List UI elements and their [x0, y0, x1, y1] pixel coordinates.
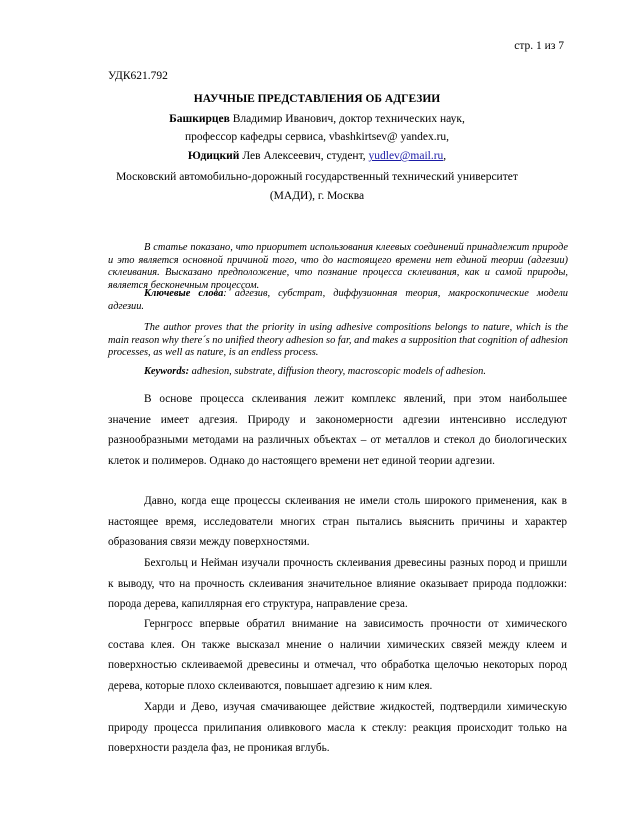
abstract-ru: В статье показано, что приоритет использования клеевых соединений принадлежит природе и это является основной причиной того, что до настоящего времени нет единой теории (адгезии) склеивания. Высказано предположение, что познание процесса склеивания, как и самой природы, является бесконечным процессом. [108, 242, 568, 291]
body-paragraph-5: Харди и Дево, изучая смачивающее действие жидкостей, подтвердили химическую природу процесса прилипания оливкового масла к стеклу: реакция происходит только на поверхности раздела фаз, не проникая вглубь. [108, 701, 567, 755]
author-1-line-2: профессор кафедры сервиса, vbashkirtsev@ yandex.ru, [184, 131, 450, 143]
article-title: НАУЧНЫЕ ПРЕДСТАВЛЕНИЯ ОБ АДГЕЗИИ [193, 93, 441, 105]
keywords-ru [108, 288, 568, 313]
affiliation-line-1: Московский автомобильно-дорожный государственный технический университет [116, 171, 518, 183]
author-1-details: Владимир Иванович, доктор технических наук, [229, 113, 465, 125]
keywords-en-label: Keywords: [144, 366, 190, 377]
body-paragraph-1: В основе процесса склеивания лежит комплекс явлений, при этом наибольшее значение имеет адгезия. Природу и закономерности адгезии интенсивно исследуют разнообразными методами на различных объектах – от металлов и стекол до биологических клеток и полимеров. Однако до настоящего времени нет единой теории адгезии. [108, 393, 567, 467]
author-2-tail: , [443, 150, 447, 162]
keywords-en [108, 366, 568, 379]
author-1-surname: Башкирцев [169, 113, 230, 125]
affiliation-line-2: (МАДИ), г. Москва [269, 190, 365, 202]
keywords-en-list: adhesion, substrate, diffusion theory, macroscopic models of adhesion. [189, 366, 486, 377]
body-paragraph-3: Бехгольц и Нейман изучали прочность склеивания древесины разных пород и пришли к выводу, что на прочность склеивания значительное влияние оказывает природа подложки: порода дерева, капиллярная его структура, направление среза. [108, 557, 567, 611]
page-indicator: стр. 1 из 7 [514, 40, 564, 52]
body-paragraph-4: Гернгросс впервые обратил внимание на зависимость прочности от химического состава клея. Он также высказал мнение о наличии химических связей между клеем и поверхностью склеиваемой древесины и отмечал, что обработка щелочью некоторых пород дерева, которые плохо склеиваются, повышает адгезию к ним клея. [108, 618, 567, 692]
abstract-en: The author proves that the priority in using adhesive compositions belongs to nature, which is the main reason why there´s no unified theory adhesion so far, and makes a supposition that cognition of adhesion processes, as well as nature, is an endless process. [108, 322, 568, 358]
author-2-surname: Юдицкий [187, 150, 240, 162]
author-1-line-1 [0, 113, 634, 125]
body-paragraph-2: Давно, когда еще процессы склеивания не имели столь широкого применения, как в настоящее время, исследователи многих стран пытались выяснить причины и характер образования связи между поверхностями. [108, 495, 567, 549]
author-2-details: Лев Алексеевич, студент, [239, 150, 369, 162]
author-2-line [0, 150, 634, 162]
author-2-email-link[interactable]: yudlev@mail.ru [368, 150, 444, 162]
keywords-ru-label: Ключевые слова [144, 288, 224, 299]
keywords-ru-list: : адгезив, субстрат, диффузионная теория, макроскопические модели адгезии. [108, 288, 568, 312]
udk-code: УДК621.792 [108, 70, 168, 82]
